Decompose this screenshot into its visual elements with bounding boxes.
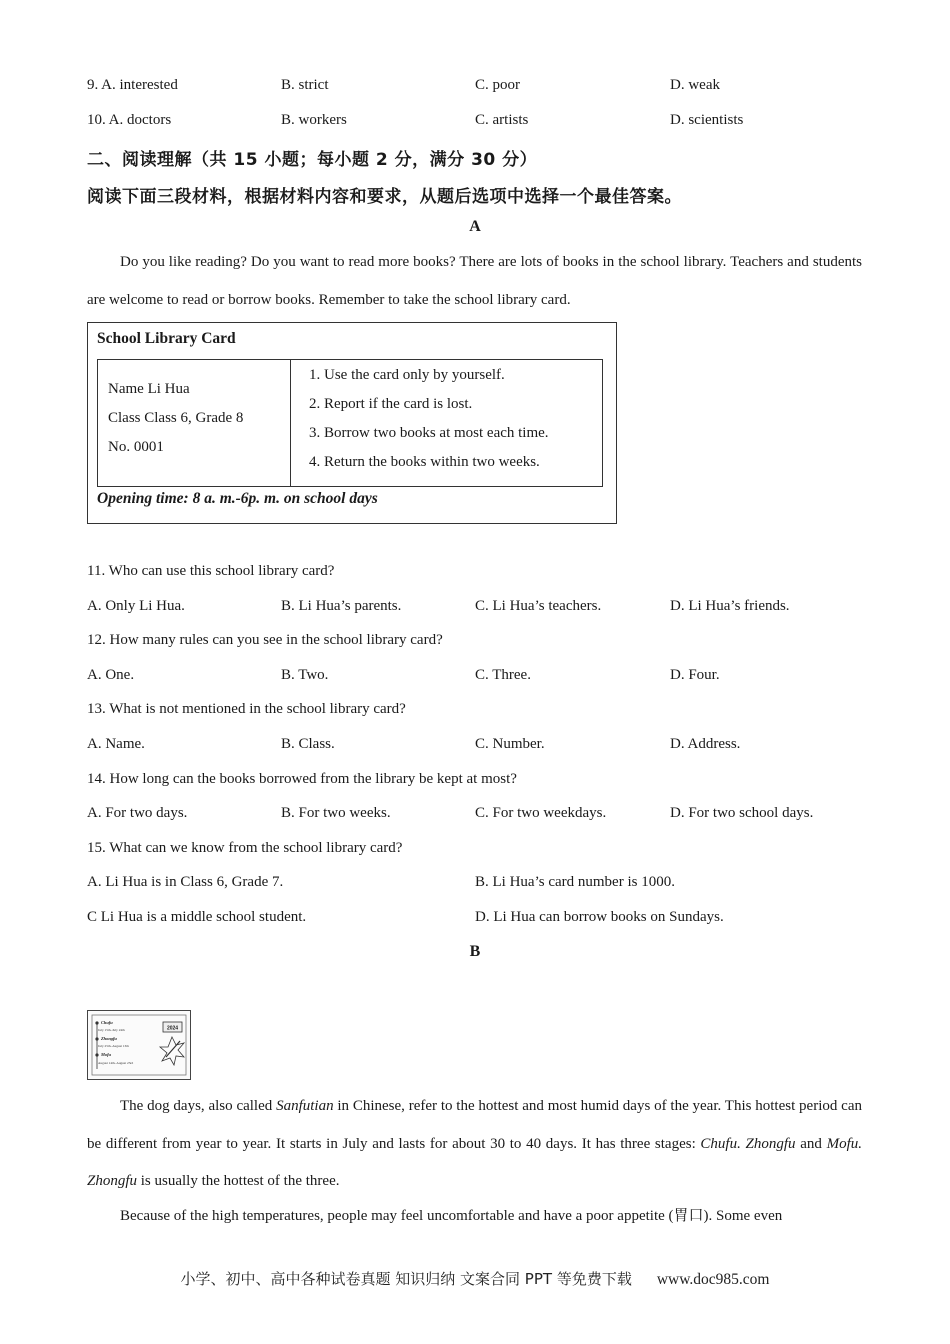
option-d: D. For two school days. [670,805,814,821]
option-a: A. One. [87,667,135,683]
option-b: B. Class. [281,736,335,752]
footer-text: 小学、初中、高中各种试卷真题 知识归纳 文案合同 PPT 等免费下载 [180,1270,632,1288]
passage-b-label: B [469,943,481,960]
library-card-opening-time: Opening time: 8 a. m.-6p. m. on school days [97,490,378,507]
footer-url[interactable]: www.doc985.com [656,1271,770,1288]
card-rule: 1. Use the card only by yourself. [309,367,505,383]
passage-a-text: Do you like reading? Do you want to read more books? There are lots of books in the school library. Teachers and students are welcome to read or borrow books. Remember to take the school library card. [87,254,862,308]
q10-option-a: 10. A. doctors [87,112,172,128]
q9-option-c: C. poor [475,77,520,93]
question-stem: 15. What can we know from the school library card? [87,840,403,856]
section2-title: 二、阅读理解（共 15 小题；每小题 2 分，满分 30 分） [87,150,538,170]
section2-instruction: 阅读下面三段材料，根据材料内容和要求，从题后选项中选择一个最佳答案。 [87,187,682,207]
option-a: A. Only Li Hua. [87,598,185,614]
option-a: A. Name. [87,736,145,752]
dog-days-calendar-image [87,1010,191,1080]
thumb-year: 2024 [166,1025,179,1032]
thumb-stage2: Zhongfu [101,1036,117,1041]
q10-option-b: B. workers [281,112,347,128]
option-b: B. Li Hua’s parents. [281,598,402,614]
question-stem: 12. How many rules can you see in the school library card? [87,632,443,648]
card-number: No. 0001 [108,439,164,455]
option-b: B. Two. [281,667,329,683]
option-b: B. For two weeks. [281,805,391,821]
option-a: A. Li Hua is in Class 6, Grade 7. [87,874,284,890]
card-rule: 2. Report if the card is lost. [309,396,473,412]
thumb-stage2-dates: July 25th–August 13th [98,1044,129,1048]
thumb-stage1-dates: July 15th–July 24th [98,1028,125,1032]
library-card-table [97,359,603,487]
card-rule: 3. Borrow two books at most each time. [309,425,549,441]
library-card-info [98,360,291,486]
option-c: C. Li Hua’s teachers. [475,598,602,614]
page-footer [0,1268,950,1289]
passage-b-paragraph-1: The dog days, also called Sanfutian in Chinese, refer to the hottest and most humid days of the year. This hottest period can be different from year to year. It starts in July and lasts for about 30 to 40 days. It has three stages: Chufu. Zhongfu and Mofu. Zhongfu is usually the hottest of the three. [87,1098,862,1189]
question-stem: 13. What is not mentioned in the school library card? [87,701,406,717]
option-c: C. Three. [475,667,531,683]
card-rule: 4. Return the books within two weeks. [309,454,540,470]
option-c: C. For two weekdays. [475,805,607,821]
option-d: D. Four. [670,667,720,683]
thumb-stage3: Mofu [101,1052,112,1057]
q9-option-d: D. weak [670,77,720,93]
q9-option-a: 9. A. interested [87,77,178,93]
question-stem: 11. Who can use this school library card? [87,563,335,579]
q10-option-c: C. artists [475,112,529,128]
option-d: D. Li Hua’s friends. [670,598,790,614]
passage-b-paragraph-2: Because of the high temperatures, people may feel uncomfortable and have a poor appetite (胃口). Some even [120,1208,783,1224]
library-card [87,322,617,524]
card-name: Name Li Hua [108,381,190,397]
option-d: D. Li Hua can borrow books on Sundays. [475,909,724,925]
library-card-title: School Library Card [97,330,236,347]
q9-option-b: B. strict [281,77,329,93]
thumb-stage3-dates: August 14th–August 23rd [98,1061,134,1065]
q10-option-d: D. scientists [670,112,744,128]
thumb-stage1: Chufu [101,1020,113,1025]
passage-a-label: A [469,218,481,235]
option-c: C. Number. [475,736,545,752]
option-c: C Li Hua is a middle school student. [87,909,307,925]
option-d: D. Address. [670,736,741,752]
question-stem: 14. How long can the books borrowed from the library be kept at most? [87,771,517,787]
option-a: A. For two days. [87,805,188,821]
option-b: B. Li Hua’s card number is 1000. [475,874,675,890]
card-class: Class Class 6, Grade 8 [108,410,244,426]
